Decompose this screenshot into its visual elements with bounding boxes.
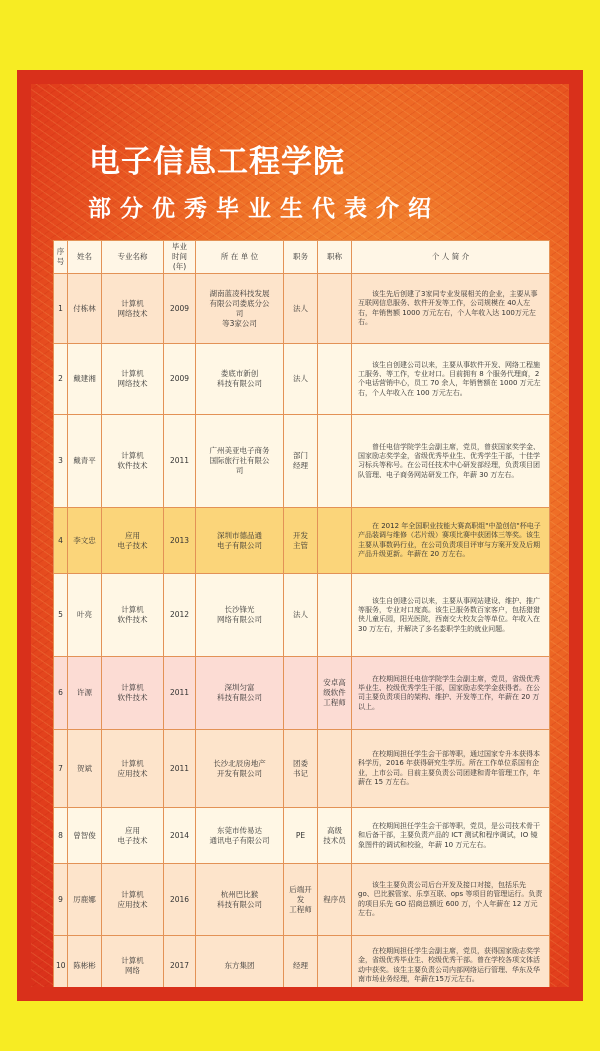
- cell-company: 长沙锋光 网络有限公司: [196, 574, 284, 657]
- cell-year: 2011: [164, 657, 196, 730]
- header-year: 毕业 时间(年): [164, 241, 196, 274]
- table-row: [54, 344, 550, 415]
- cell-name: 李文忠: [68, 508, 102, 574]
- cell-name: 厉鹿娜: [68, 864, 102, 936]
- cell-name: 曾智俊: [68, 808, 102, 864]
- cell-year: 2017: [164, 936, 196, 987]
- cell-company: 杭州巴比猴 科技有限公司: [196, 864, 284, 936]
- table-row: [54, 864, 550, 936]
- cell-no: 4: [54, 508, 68, 574]
- cell-bio: 在校期间担任学生会干部等职，党员，是公司技术骨干和后备干部，主要负责产品的 ICT 测试和程序调试，IO 镜象图件的调试和校验，年薪 10 万元左右。: [352, 808, 550, 864]
- cell-year: 2014: [164, 808, 196, 864]
- cell-major: 应用 电子技术: [102, 508, 164, 574]
- cell-company: 长沙北辰房地产 开发有限公司: [196, 730, 284, 808]
- cell-company: 娄底市新创 科技有限公司: [196, 344, 284, 415]
- poster-background: [31, 84, 569, 987]
- cell-bio: 该生自创建公司以来，主要从事软件开发、网络工程施工服务、等工作，专业对口。目前拥有 8 个服务代理商，2 个电话营销中心，员工 70 余人，年销售额在 1000 万元左右，个人年收入在 100 万元左右。: [352, 344, 550, 415]
- cell-name: 贺斌: [68, 730, 102, 808]
- cell-company: 东方集团: [196, 936, 284, 987]
- cell-major: 计算机 应用技术: [102, 730, 164, 808]
- table-header-row: [54, 241, 550, 274]
- cell-year: 2016: [164, 864, 196, 936]
- cell-major: 计算机 软件技术: [102, 657, 164, 730]
- cell-title: [318, 274, 352, 344]
- cell-title: [318, 508, 352, 574]
- cell-title: [318, 415, 352, 508]
- cell-title: 高级 技术员: [318, 808, 352, 864]
- cell-major: 计算机 应用技术: [102, 864, 164, 936]
- cell-bio: 在校期间担任学生会干部等职，通过国家专升本获得本科学历，2016 年获得研究生学历。所在工作单位系国有企业，上市公司。目前主要负责公司团建和青年管理工作，年薪在 15 万左右。: [352, 730, 550, 808]
- cell-position: 经理: [284, 936, 318, 987]
- graduates-table: [53, 240, 550, 987]
- cell-name: 叶亮: [68, 574, 102, 657]
- cell-no: 10: [54, 936, 68, 987]
- cell-year: 2013: [164, 508, 196, 574]
- cell-position: 开发 主管: [284, 508, 318, 574]
- header-no: 序 号: [54, 241, 68, 274]
- cell-no: 7: [54, 730, 68, 808]
- table-row: [54, 936, 550, 987]
- poster-title: 电子信息工程学院: [89, 144, 345, 180]
- cell-year: 2009: [164, 274, 196, 344]
- cell-position: 团委 书记: [284, 730, 318, 808]
- cell-title: [318, 936, 352, 987]
- cell-position: 部门 经理: [284, 415, 318, 508]
- cell-company: 深圳市德品通 电子有限公司: [196, 508, 284, 574]
- cell-no: 3: [54, 415, 68, 508]
- cell-position: [284, 657, 318, 730]
- table-row: [54, 657, 550, 730]
- cell-major: 计算机 网络技术: [102, 344, 164, 415]
- cell-title: 程序员: [318, 864, 352, 936]
- cell-company: 广州美亚电子商务 国际旅行社有限公 司: [196, 415, 284, 508]
- cell-bio: 该生自创建公司以来，主要从事网站建设、维护、推广等服务，专业对口度高。该生已服务数百家客户，包括猎猎侠儿童乐园，阳光医院，西南交大校友会等单位。年收入在 30 万左右，并解决了多名娄职学生的就业问题。: [352, 574, 550, 657]
- cell-name: 戴建湘: [68, 344, 102, 415]
- table-row: [54, 730, 550, 808]
- poster-frame: [17, 70, 583, 1001]
- cell-title: [318, 730, 352, 808]
- cell-major: 计算机 网络: [102, 936, 164, 987]
- cell-year: 2011: [164, 415, 196, 508]
- cell-bio: 曾任电信学院学生会副主席，党员，曾获国家奖学金、国家励志奖学金，省级优秀毕业生、优秀学生干部，十佳学习标兵等称号。在公司任技术中心研发部经理，负责项目团队管理、电子商务网站研发工作，年薪 30 万左右。: [352, 415, 550, 508]
- cell-bio: 在校期间担任电信学院学生会副主席，党员，省级优秀毕业生、校级优秀学生干部，国家励志奖学金获得者。在公司主要负责项目的架构、维护、开发等工作，年薪在 20 万以上。: [352, 657, 550, 730]
- cell-company: 湖南蓝凌科技发展 有限公司娄底分公 司 等3家公司: [196, 274, 284, 344]
- header-title: 职称: [318, 241, 352, 274]
- cell-name: 陈彬彬: [68, 936, 102, 987]
- table-row: [54, 415, 550, 508]
- cell-title: [318, 574, 352, 657]
- cell-position: 法人: [284, 274, 318, 344]
- cell-bio: 该生主要负责公司后台开发及接口对接，包括乐先 go、巴比猴管家、乐享互联、ops 等项目的管理运行。负责的项目乐先 GO 招商总额近 600 万，个人年薪在 12 万元左右。: [352, 864, 550, 936]
- cell-year: 2012: [164, 574, 196, 657]
- cell-no: 8: [54, 808, 68, 864]
- cell-year: 2009: [164, 344, 196, 415]
- table-row: [54, 274, 550, 344]
- header-major: 专业名称: [102, 241, 164, 274]
- header-position: 职务: [284, 241, 318, 274]
- table-row: [54, 574, 550, 657]
- cell-bio: 该生先后创建了3家同专业发展相关的企业，主要从事互联网信息服务、软件开发等工作，公司规模在 40人左右，年销售额 1000 万元左右，个人年收入达 100万元左右。: [352, 274, 550, 344]
- cell-bio: 在 2012 年全国职业技能大赛高职组"中盈创信"杯电子产品装调与维修（芯片级）赛项比赛中获团体三等奖。该生主要从事数码行业，在公司负责项目评审与方案开发及后期产品升级更新。年薪在 20 万左右。: [352, 508, 550, 574]
- header-name: 姓名: [68, 241, 102, 274]
- cell-position: PE: [284, 808, 318, 864]
- cell-major: 计算机 软件技术: [102, 415, 164, 508]
- cell-no: 6: [54, 657, 68, 730]
- cell-name: 付栋林: [68, 274, 102, 344]
- header-bio: 个 人 简 介: [352, 241, 550, 274]
- cell-title: [318, 344, 352, 415]
- cell-bio: 在校期间担任学生会副主席，党员，获得国家励志奖学金，省级优秀毕业生、校级优秀干部。曾在学校各项文体活动中获奖。该生主要负责公司内部网络运行管理、华东及华南市场业务经理，年薪在15万元左右。: [352, 936, 550, 987]
- cell-title: 安卓高 级软件 工程师: [318, 657, 352, 730]
- header-company: 所 在 单 位: [196, 241, 284, 274]
- cell-no: 2: [54, 344, 68, 415]
- cell-major: 计算机 网络技术: [102, 274, 164, 344]
- cell-company: 深圳匀富 科技有限公司: [196, 657, 284, 730]
- poster-subtitle: 部分优秀毕业生代表介绍: [88, 196, 440, 222]
- cell-position: 法人: [284, 574, 318, 657]
- table-row: [54, 508, 550, 574]
- cell-company: 东莞市传易达 通讯电子有限公司: [196, 808, 284, 864]
- cell-major: 应用 电子技术: [102, 808, 164, 864]
- cell-name: 戴青平: [68, 415, 102, 508]
- cell-no: 9: [54, 864, 68, 936]
- cell-no: 5: [54, 574, 68, 657]
- cell-position: 后端开发 工程师: [284, 864, 318, 936]
- cell-name: 许源: [68, 657, 102, 730]
- table-row: [54, 808, 550, 864]
- cell-position: 法人: [284, 344, 318, 415]
- cell-year: 2011: [164, 730, 196, 808]
- cell-major: 计算机 软件技术: [102, 574, 164, 657]
- cell-no: 1: [54, 274, 68, 344]
